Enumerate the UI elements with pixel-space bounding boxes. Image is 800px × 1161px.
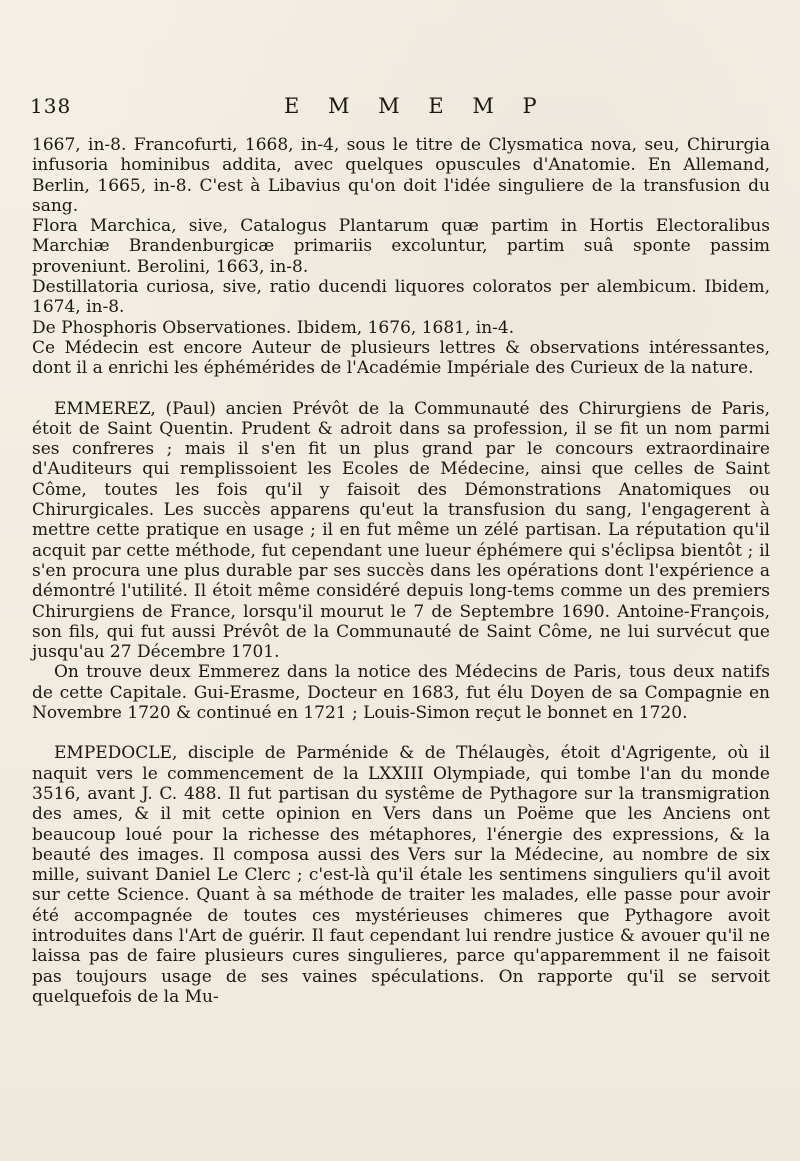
entry-empedocle: EMPEDOCLE, disciple de Parménide & de Thélaugès, étoit d'Agrigente, où il naquit vers le commencement de la LXXIII Olympiade, qui tombe l'an du monde 3516, avant J. C. 488. Il fut partisan du systême de Pythagore sur la transmigration des ames, & il mit cette opinion en Vers dans un Poëme que les Anciens ont beaucoup loué pour la richesse des métaphores, l'énergie des expressions, & la beauté des images. Il composa aussi des Vers sur la Médecine, au nombre de six mille, suivant Daniel Le Clerc ; c'est-là qu'il étale les sentimens singuliers qu'il avoit sur cette Science. Quant à sa méthode de traiter les malades, elle passe pour avoir été accompagnée de toutes ces mystérieuses chimeres que Pythagore avoit introduites dans l'Art de guérir. Il faut cependant lui rendre justice & avouer qu'il ne laissa pas de faire plusieurs cures singulieres, parce qu'apparemment il ne faisoit pas toujours usage de ses vaines spéculations. On rapporte qu'il se servoit quelquefois de la Mu- (32, 743, 770, 1007)
paragraph: De Phosphoris Observationes. Ibidem, 1676, 1681, in-4. (32, 317, 515, 338)
page-header (30, 94, 770, 124)
entry-emmerez: EMMEREZ, (Paul) ancien Prévôt de la Communauté des Chirurgiens de Paris, étoit de Saint Quentin. Prudent & adroit dans sa profession, il se fit un nom parmi ses confreres ; mais il s'en fit un plus grand par le concours extraordinaire d'Auditeurs qui remplissoient les Ecoles de Médecine, ainsi que celles de Saint Côme, toutes les fois qu'il y faisoit des Démonstrations Anatomiques ou Chirurgicales. Les succès apparens qu'eut la transfusion du sang, l'engagerent à mettre cette pratique en usage ; il en fut même un zélé partisan. La réputation qu'il acquit par cette méthode, fut cependant une lueur éphémere qui s'éclipsa bientôt ; il s'en procura une plus durable par ses succès dans les opérations dont l'expérience a démontré l'utilité. Il étoit même considéré depuis long-tems comme un des premiers Chirurgiens de France, lorsqu'il mourut le 7 de Septembre 1690. Antoine-François, son fils, qui fut aussi Prévôt de la Communauté de Saint Côme, ne lui survécut que jusqu'au 27 Décembre 1701. (32, 398, 770, 663)
paragraph: 1667, in-8. Francofurti, 1668, in-4, sous le titre de Clysmatica nova, seu, Chirurgia infusoria hominibus addita, avec quelques opuscules d'Anatomie. En Allemand, Berlin, 1665, in-8. C'est à Libavius qu'on doit l'idée singuliere de la transfusion du sang. (32, 135, 770, 216)
running-head: E M M E M P (284, 94, 548, 118)
body-text (32, 135, 770, 1007)
bibliography-block (32, 135, 770, 379)
paragraph: Destillatoria curiosa, sive, ratio ducendi liquores coloratos per alembicum. Ibidem, 1674, in-8. (32, 277, 770, 318)
paragraph: Ce Médecin est encore Auteur de plusieurs lettres & observations intéressantes, dont il a enrichi les éphémérides de l'Académie Impériale des Curieux de la nature. (32, 337, 770, 379)
paragraph: On trouve deux Emmerez dans la notice des Médecins de Paris, tous deux natifs de cette Capitale. Gui-Erasme, Docteur en 1683, fut élu Doyen de sa Compagnie en Novembre 1720 & continué en 1721 ; Louis-Simon reçut le bonnet en 1720. (32, 662, 770, 724)
page-number: 138 (30, 94, 72, 118)
paragraph: Flora Marchica, sive, Catalogus Plantarum quæ partim in Hortis Electoralibus Marchiæ Brandenburgicæ primariis excoluntur, partim suâ sponte passim proveniunt. Berolini, 1663, in-8. (32, 216, 770, 277)
